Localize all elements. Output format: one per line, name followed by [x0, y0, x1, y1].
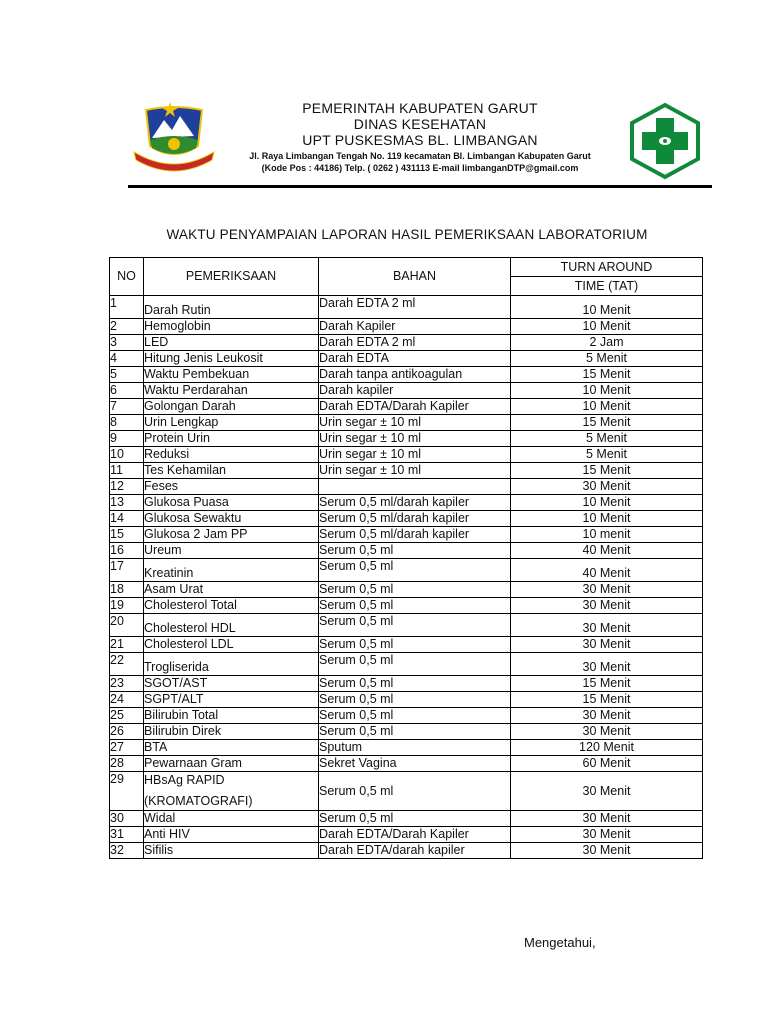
cell-exam: Trogliserida: [144, 653, 319, 676]
cell-material: Serum 0,5 ml: [319, 637, 511, 653]
table-row: [110, 676, 703, 692]
cell-tat: 10 Menit: [511, 383, 703, 399]
cell-no: 23: [110, 676, 144, 692]
table-row: [110, 319, 703, 335]
header-tat-line1: TURN AROUND: [511, 258, 703, 277]
signature-label: Mengetahui,: [524, 935, 596, 950]
cell-no: 13: [110, 495, 144, 511]
letterhead-unit: UPT PUSKESMAS BL. LIMBANGAN: [302, 132, 538, 148]
cell-tat: 10 Menit: [511, 399, 703, 415]
lab-tat-table: [109, 257, 703, 859]
cell-exam: [144, 772, 319, 811]
cell-exam: Urin Lengkap: [144, 415, 319, 431]
cell-exam: Glukosa Puasa: [144, 495, 319, 511]
table-row: [110, 296, 703, 319]
table-row: [110, 351, 703, 367]
cell-no: 8: [110, 415, 144, 431]
cell-exam-line1: HBsAg RAPID: [144, 773, 225, 787]
letterhead-agency: DINAS KESEHATAN: [353, 116, 487, 132]
table-row: [110, 383, 703, 399]
cell-exam: Hitung Jenis Leukosit: [144, 351, 319, 367]
cell-tat: 10 Menit: [511, 319, 703, 335]
cell-tat: 30 Menit: [511, 772, 703, 811]
cell-no: 31: [110, 827, 144, 843]
cell-exam: Anti HIV: [144, 827, 319, 843]
cell-tat: 10 Menit: [511, 495, 703, 511]
puskesmas-cross-icon: [628, 102, 702, 180]
cell-exam: Golongan Darah: [144, 399, 319, 415]
cell-material: Serum 0,5 ml/darah kapiler: [319, 511, 511, 527]
cell-no: 1: [110, 296, 144, 319]
letterhead-divider: [128, 185, 712, 188]
cell-tat: 15 Menit: [511, 676, 703, 692]
cell-no: 6: [110, 383, 144, 399]
cell-tat: 30 Menit: [511, 827, 703, 843]
cell-no: 29: [110, 772, 144, 811]
cell-exam: Ureum: [144, 543, 319, 559]
table-row: [110, 415, 703, 431]
cell-exam: Waktu Pembekuan: [144, 367, 319, 383]
cell-no: 18: [110, 582, 144, 598]
table-row: [110, 479, 703, 495]
table-row: [110, 598, 703, 614]
cell-tat: 5 Menit: [511, 431, 703, 447]
cell-no: 2: [110, 319, 144, 335]
table-row: [110, 772, 703, 811]
cell-exam: Glukosa Sewaktu: [144, 511, 319, 527]
letterhead-government: PEMERINTAH KABUPATEN GARUT: [302, 100, 538, 116]
cell-exam: Bilirubin Total: [144, 708, 319, 724]
cell-tat: 10 menit: [511, 527, 703, 543]
cell-no: 25: [110, 708, 144, 724]
garut-regency-crest-icon: [132, 102, 216, 176]
cell-material: Darah EDTA/Darah Kapiler: [319, 399, 511, 415]
cell-tat: 30 Menit: [511, 582, 703, 598]
cell-material: Serum 0,5 ml: [319, 559, 511, 582]
table-row: [110, 843, 703, 859]
cell-exam: Sifilis: [144, 843, 319, 859]
cell-material: Serum 0,5 ml: [319, 653, 511, 676]
cell-no: 22: [110, 653, 144, 676]
cell-tat: 5 Menit: [511, 447, 703, 463]
table-row: [110, 511, 703, 527]
cell-material: Darah EDTA: [319, 351, 511, 367]
table-row: [110, 740, 703, 756]
header-no: NO: [110, 258, 144, 296]
cell-no: 5: [110, 367, 144, 383]
cell-material: Serum 0,5 ml/darah kapiler: [319, 495, 511, 511]
cell-tat: 30 Menit: [511, 653, 703, 676]
cell-material: Darah EDTA/darah kapiler: [319, 843, 511, 859]
cell-material: Darah EDTA 2 ml: [319, 296, 511, 319]
cell-no: 15: [110, 527, 144, 543]
cell-material: Serum 0,5 ml: [319, 676, 511, 692]
cell-no: 11: [110, 463, 144, 479]
cell-tat: 5 Menit: [511, 351, 703, 367]
table-row: [110, 614, 703, 637]
cell-exam: Protein Urin: [144, 431, 319, 447]
letterhead-address: Jl. Raya Limbangan Tengah No. 119 kecamatan Bl. Limbangan Kabupaten Garut: [249, 151, 591, 161]
table-row: [110, 543, 703, 559]
cell-exam: Feses: [144, 479, 319, 495]
cell-material: Darah Kapiler: [319, 319, 511, 335]
cell-material: [319, 479, 511, 495]
cell-material: Serum 0,5 ml: [319, 708, 511, 724]
table-row: [110, 335, 703, 351]
cell-exam: Kreatinin: [144, 559, 319, 582]
table-row: [110, 495, 703, 511]
cell-no: 14: [110, 511, 144, 527]
table-row: [110, 692, 703, 708]
cell-exam: SGOT/AST: [144, 676, 319, 692]
cell-material: Serum 0,5 ml: [319, 614, 511, 637]
table-row: [110, 653, 703, 676]
cell-tat: 15 Menit: [511, 367, 703, 383]
cell-tat: 10 Menit: [511, 511, 703, 527]
cell-no: 9: [110, 431, 144, 447]
cell-material: Serum 0,5 ml: [319, 598, 511, 614]
cell-no: 24: [110, 692, 144, 708]
cell-material: Urin segar ± 10 ml: [319, 415, 511, 431]
cell-exam: Pewarnaan Gram: [144, 756, 319, 772]
cell-exam-line2: (KROMATOGRAFI): [144, 794, 253, 808]
table-row: [110, 756, 703, 772]
table-row: [110, 582, 703, 598]
cell-tat: 30 Menit: [511, 724, 703, 740]
cell-no: 19: [110, 598, 144, 614]
cell-no: 10: [110, 447, 144, 463]
cell-no: 7: [110, 399, 144, 415]
cell-tat: 30 Menit: [511, 614, 703, 637]
cell-exam: SGPT/ALT: [144, 692, 319, 708]
cell-material: Serum 0,5 ml: [319, 811, 511, 827]
cell-no: 4: [110, 351, 144, 367]
cell-material: Sekret Vagina: [319, 756, 511, 772]
cell-no: 32: [110, 843, 144, 859]
cell-exam: Darah Rutin: [144, 296, 319, 319]
cell-tat: 40 Menit: [511, 559, 703, 582]
header-exam: PEMERIKSAAN: [144, 258, 319, 296]
cell-exam: Glukosa 2 Jam PP: [144, 527, 319, 543]
cell-material: Urin segar ± 10 ml: [319, 463, 511, 479]
cell-material: Urin segar ± 10 ml: [319, 431, 511, 447]
cell-material: Darah kapiler: [319, 383, 511, 399]
cell-tat: 30 Menit: [511, 811, 703, 827]
cell-tat: 30 Menit: [511, 637, 703, 653]
cell-tat: 60 Menit: [511, 756, 703, 772]
cell-material: Darah EDTA 2 ml: [319, 335, 511, 351]
cell-tat: 30 Menit: [511, 479, 703, 495]
cell-material: Serum 0,5 ml: [319, 692, 511, 708]
cell-no: 30: [110, 811, 144, 827]
cell-tat: 40 Menit: [511, 543, 703, 559]
cell-no: 17: [110, 559, 144, 582]
letterhead-contact: (Kode Pos : 44186) Telp. ( 0262 ) 431113 E-mail limbanganDTP@gmail.com: [261, 163, 579, 173]
cell-material: Darah tanpa antikoagulan: [319, 367, 511, 383]
cell-material: Serum 0,5 ml: [319, 772, 511, 811]
table-row: [110, 559, 703, 582]
cell-no: 3: [110, 335, 144, 351]
table-row: [110, 463, 703, 479]
cell-no: 21: [110, 637, 144, 653]
table-row: [110, 637, 703, 653]
cell-tat: 2 Jam: [511, 335, 703, 351]
table-row: [110, 527, 703, 543]
cell-tat: 15 Menit: [511, 692, 703, 708]
cell-material: Serum 0,5 ml: [319, 543, 511, 559]
cell-exam: Tes Kehamilan: [144, 463, 319, 479]
cell-no: 26: [110, 724, 144, 740]
table-row: [110, 708, 703, 724]
cell-exam: BTA: [144, 740, 319, 756]
lab-table-body: [110, 296, 703, 859]
cell-exam: LED: [144, 335, 319, 351]
cell-no: 27: [110, 740, 144, 756]
cell-exam: Asam Urat: [144, 582, 319, 598]
cell-no: 20: [110, 614, 144, 637]
cell-exam: Waktu Perdarahan: [144, 383, 319, 399]
cell-material: Serum 0,5 ml/darah kapiler: [319, 527, 511, 543]
cell-exam: Widal: [144, 811, 319, 827]
cell-tat: 15 Menit: [511, 463, 703, 479]
cell-material: Serum 0,5 ml: [319, 724, 511, 740]
cell-tat: 30 Menit: [511, 598, 703, 614]
cell-tat: 10 Menit: [511, 296, 703, 319]
table-row: [110, 399, 703, 415]
table-row: [110, 367, 703, 383]
table-row: [110, 431, 703, 447]
table-row: [110, 811, 703, 827]
table-row: [110, 827, 703, 843]
cell-no: 12: [110, 479, 144, 495]
letterhead: [228, 100, 612, 174]
cell-material: Darah EDTA/Darah Kapiler: [319, 827, 511, 843]
cell-exam: Cholesterol HDL: [144, 614, 319, 637]
cell-material: Urin segar ± 10 ml: [319, 447, 511, 463]
cell-material: Serum 0,5 ml: [319, 582, 511, 598]
cell-exam: Reduksi: [144, 447, 319, 463]
header-material: BAHAN: [319, 258, 511, 296]
header-tat-line2: TIME (TAT): [511, 277, 703, 296]
table-row: [110, 724, 703, 740]
cell-tat: 30 Menit: [511, 843, 703, 859]
cell-exam: Bilirubin Direk: [144, 724, 319, 740]
cell-no: 28: [110, 756, 144, 772]
cell-exam: Hemoglobin: [144, 319, 319, 335]
document-title: WAKTU PENYAMPAIAN LAPORAN HASIL PEMERIKSAAN LABORATORIUM: [166, 227, 648, 242]
cell-material: Sputum: [319, 740, 511, 756]
cell-exam: Cholesterol Total: [144, 598, 319, 614]
table-row: [110, 447, 703, 463]
cell-exam: Cholesterol LDL: [144, 637, 319, 653]
cell-tat: 120 Menit: [511, 740, 703, 756]
cell-no: 16: [110, 543, 144, 559]
cell-tat: 15 Menit: [511, 415, 703, 431]
cell-tat: 30 Menit: [511, 708, 703, 724]
